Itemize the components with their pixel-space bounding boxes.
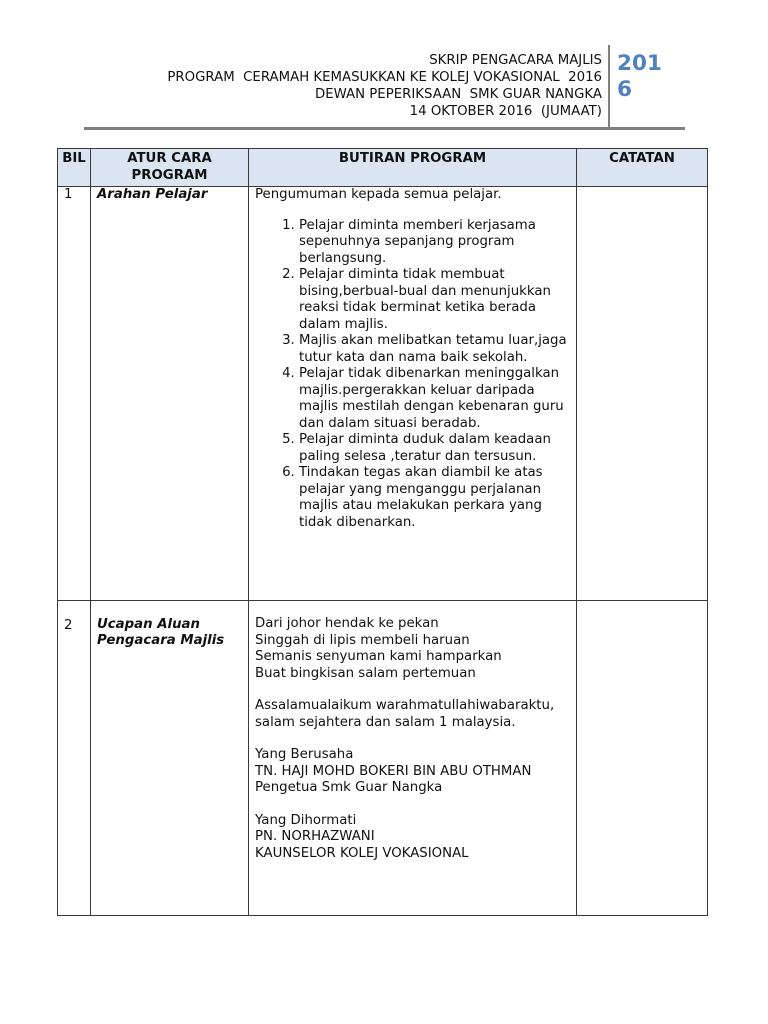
row-butiran xyxy=(249,187,577,601)
greeting-line: Assalamualaikum warahmatullahiwabaraktu, xyxy=(255,698,555,713)
table-header-row xyxy=(58,149,708,187)
row-butiran xyxy=(249,601,577,916)
pantun-line: Singgah di lipis membeli haruan xyxy=(255,632,470,648)
announcement-intro: Pengumuman kepada semua pelajar. xyxy=(255,187,502,202)
rules-list xyxy=(255,218,570,532)
header-rule xyxy=(84,127,685,130)
pantun-line: Buat bingkisan salam pertemuan xyxy=(255,665,476,681)
row-atur-cara: Arahan Pelajar xyxy=(91,187,249,601)
table-row xyxy=(58,187,708,601)
list-item: 6. Tindakan tegas akan diambil ke atas pelajar yang menganggu perjalanan majlis atau melakukan perkara yang tidak dibenarkan. xyxy=(299,465,570,531)
pantun-line: Semanis senyuman kami hamparkan xyxy=(255,649,502,664)
list-item: 5. Pelajar diminta duduk dalam keadaan paling selesa ,teratur dan tersusun. xyxy=(299,432,570,465)
header-date: 14 OKTOBER 2016 (JUMAAT) xyxy=(409,104,602,119)
address-line: Yang Berusaha xyxy=(255,747,354,762)
header-catatan: CATATAN xyxy=(577,149,708,187)
address-line: Pengetua Smk Guar Nangka xyxy=(255,780,443,795)
list-item: 3. Majlis akan melibatkan tetamu luar,jaga tutur kata dan nama baik sekolah. xyxy=(299,333,570,366)
document-header xyxy=(167,52,602,120)
header-bil: BIL xyxy=(58,149,91,187)
header-title: SKRIP PENGACARA MAJLIS xyxy=(429,53,602,68)
header-program: PROGRAM CERAMAH KEMASUKKAN KE KOLEJ VOKASIONAL 2016 xyxy=(167,70,602,85)
header-year: 2016 xyxy=(617,51,662,102)
address-line: KAUNSELOR KOLEJ VOKASIONAL xyxy=(255,845,469,861)
address-line: TN. HAJI MOHD BOKERI BIN ABU OTHMAN xyxy=(255,763,532,779)
list-item: 4. Pelajar tidak dibenarkan meninggalkan majlis.pergerakkan keluar daripada majlis mestilah dengan kebenaran guru dan dalam situasi beradab. xyxy=(299,366,570,432)
header-butiran: BUTIRAN PROGRAM xyxy=(249,149,577,187)
year-divider xyxy=(608,45,610,128)
list-item: 1. Pelajar diminta memberi kerjasama sepenuhnya sepanjang program berlangsung. xyxy=(299,218,570,268)
list-item: 2. Pelajar diminta tidak membuat bising,berbual-bual dan menunjukkan reaksi tidak berminat ketika berada dalam majlis. xyxy=(299,267,570,333)
row-number: 2 xyxy=(58,601,91,916)
table-row xyxy=(58,601,708,916)
address-line: Yang Dihormati xyxy=(255,812,357,828)
header-atur-cara: ATUR CARA PROGRAM xyxy=(91,149,249,187)
greeting-line: salam sejahtera dan salam 1 malaysia. xyxy=(255,714,516,730)
address-line: PN. NORHAZWANI xyxy=(255,829,375,844)
row-catatan xyxy=(577,601,708,916)
row-catatan xyxy=(577,187,708,601)
pantun-line: Dari johor hendak ke pekan xyxy=(255,616,439,631)
row-atur-cara: Ucapan Aluan Pengacara Majlis xyxy=(91,601,249,916)
header-venue: DEWAN PEPERIKSAAN SMK GUAR NANGKA xyxy=(314,87,602,102)
row-number: 1 xyxy=(58,187,91,601)
program-table xyxy=(57,148,708,916)
